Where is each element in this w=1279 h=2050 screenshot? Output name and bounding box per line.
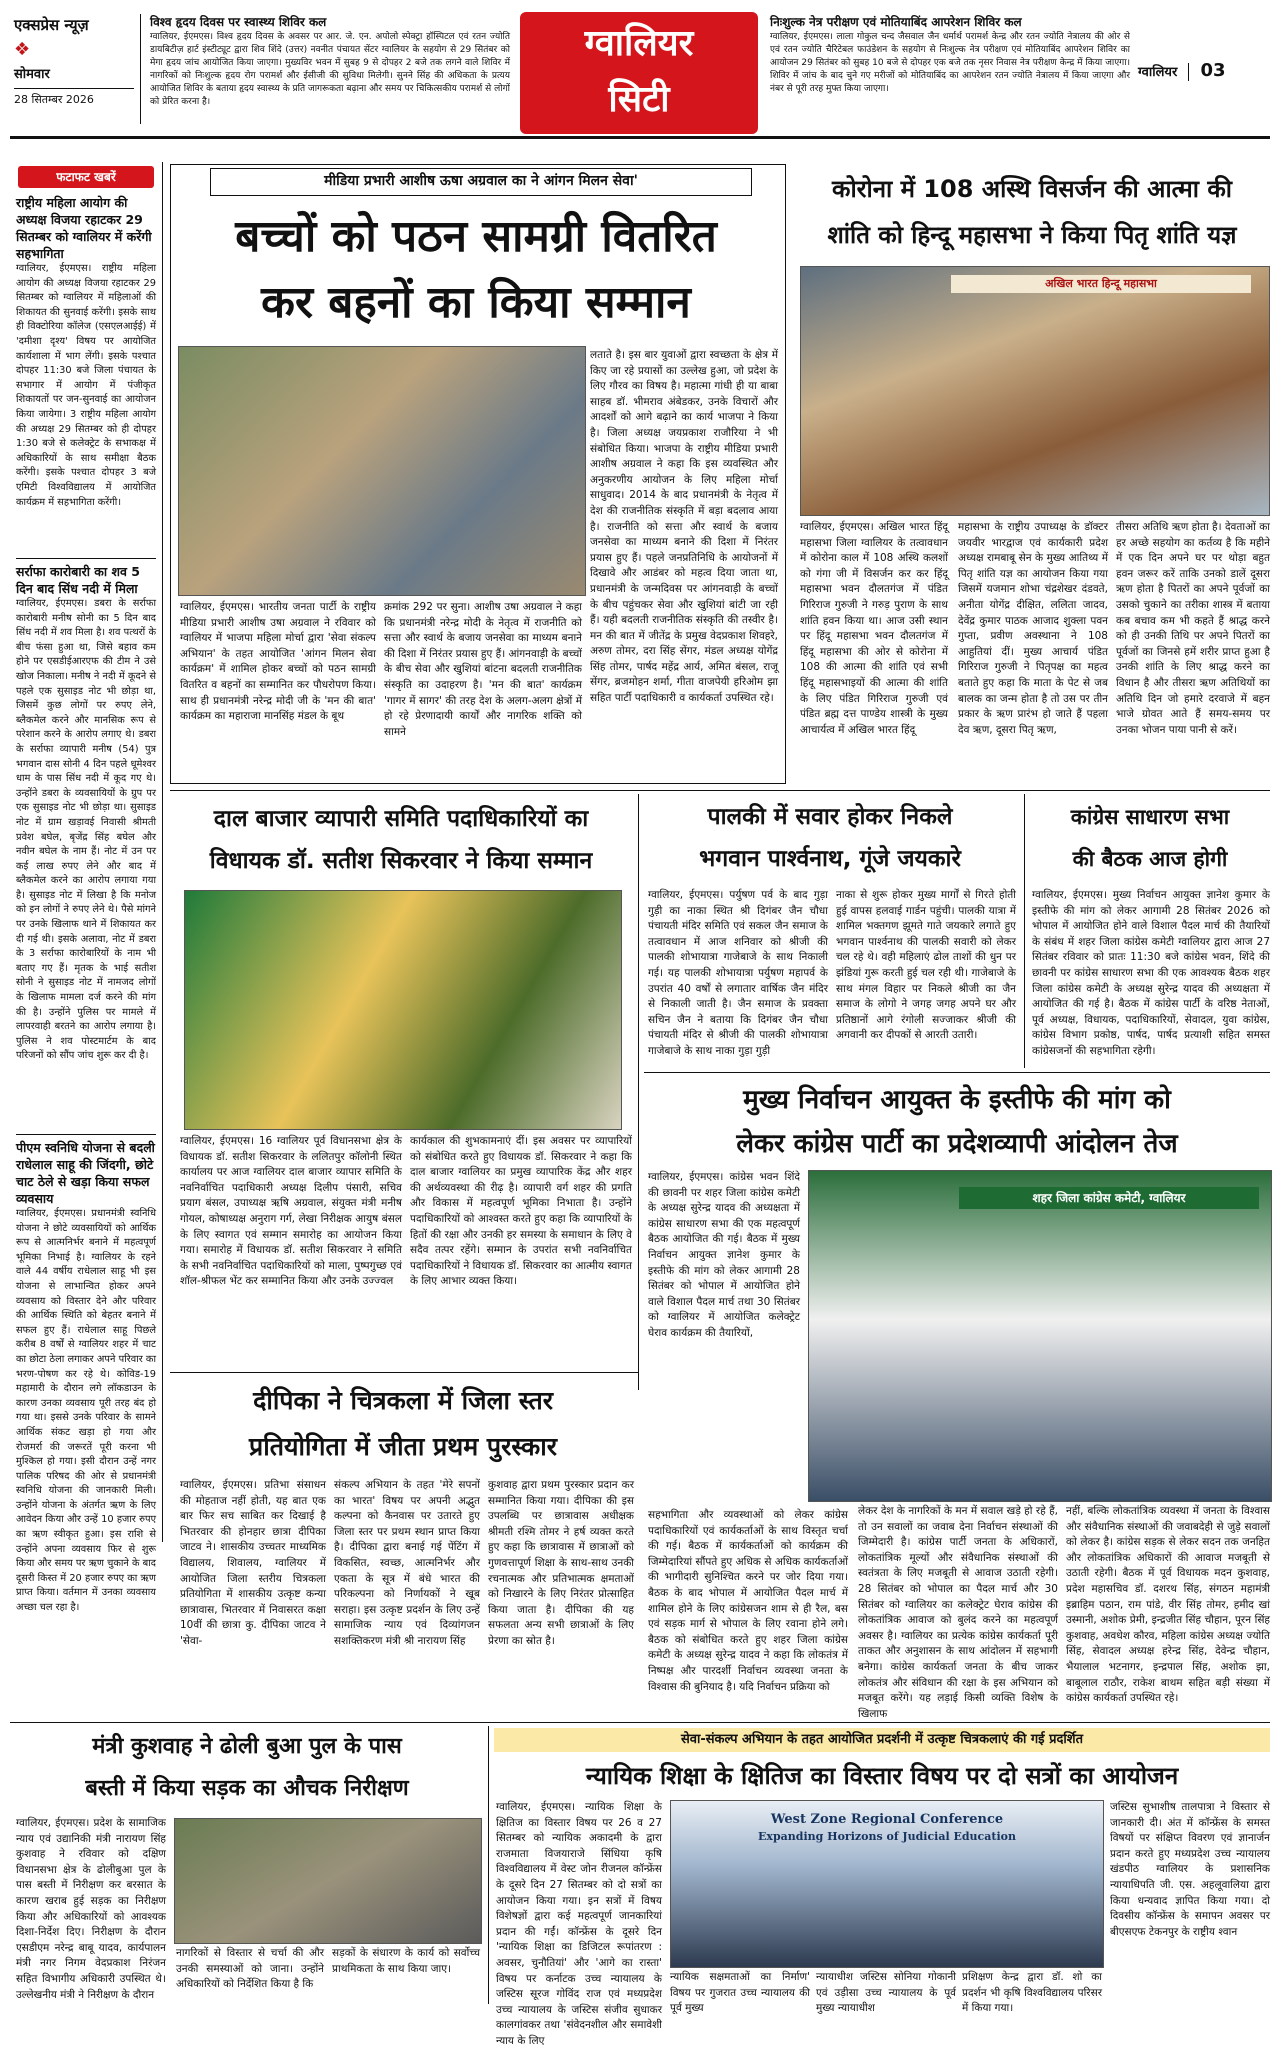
article-5-headline	[1030, 796, 1270, 884]
headline-line: कर बहनों का किया सम्मान	[261, 277, 691, 328]
row-rule	[170, 790, 1270, 791]
article-3-col-2: कार्यकाल की शुभकामनाएं दीं। इस अवसर पर व्यापारियों को संबोधित करते हुए विधायक डॉ. सिकरवार ने कहा कि दाल बाजार ग्वालियर का प्रमुख व्यापारिक केंद्र और शहर की अर्थव्यवस्था की रीढ़ है। व्यापारी वर्ग शहर की प्रगति और विकास में महत्वपूर्ण भूमिका निभाता है। उन्होंने पदाधिकारियों को आश्वस्त करते हुए कहा कि व्यापारियों के हितों की रक्षा और उनकी हर समस्या के समाधान के लिए वे सदैव तत्पर रहेंगे। सम्मान के उपरांत सभी नवनिर्वाचित पदाधिकारियों ने विधायक डॉ. सिकरवार का आत्मीय स्वागत के लिए आभार व्यक्त किया।	[410, 1135, 632, 1288]
sidebar-story-3-heading: पीएम स्वनिधि योजना से बदली राधेलाल साहू की जिंदगी, छोटे चाट ठेले से खड़ा किया सफल व्यवसाय	[16, 1140, 155, 1206]
article-2-photo	[800, 266, 1270, 516]
masthead-divider	[140, 14, 141, 124]
article-1-col-right: लताते है। इस बार युवाओं द्वारा स्वच्छता के क्षेत्र में किए जा रहे प्रयासों का उल्लेख हुआ, जो प्रदेश के लिए गौरव का विषय है। महात्मा गांधी ही या बाबा साहब डॉ. भीमराव अंबेडकर, उनके विचारों और आदर्शों को आगे बढ़ाने का कार्य भाजपा ने किया है। जिला अध्यक्ष जयप्रकाश राजौरिया ने भी संबोधित किया। भाजपा के राष्ट्रीय मीडिया प्रभारी आशीष अग्रवाल ने कहा कि इस व्यवस्थित और अनुकरणीय आयोजन के लिए महिला मोर्चा साधुवाद। 2014 के बाद प्रधानमंत्री के नेतृत्व में देश की राजनीतिक संस्कृति में बड़ा बदलाव आया है। राजनीति को सत्ता और स्वार्थ के बजाय जनसेवा का माध्यम बनाने की दिशा में निरंतर प्रयास हुए हैं। पहले जनप्रतिनिधि के आयोजनों में दिखावे और आडंबर को महत्व दिया जाता था, प्रधानमंत्री के जन्मदिवस पर आंगनवाड़ी के बच्चों के बीच पहुंचकर सेवा और खुशियां बांटी जा रही हैं। यही बदलती राजनीतिक संस्कृति की तस्वीर है। मन की बात में जीतेंद्र के प्रमुख वेदप्रकाश शिवहरे, अरुण तोमर, दरा सिंह सेंगर, मंडल अध्यक्ष योगेंद्र सिंह तोमर, पार्षद महेंद्र आर्य, अमित बंसल, राजू सेंगर, ब्रजमोहन शर्मा, गीता वाजपेयी हरिओम झा सहित पार्टी पदाधिकारी व कार्यकर्ता उपस्थित रहे।	[590, 349, 778, 705]
headline-line: दाल बाजार व्यापारी समिति पदाधिकारियों का	[213, 806, 589, 832]
headline-line: दीपिका ने चित्रकला में जिला स्तर	[253, 1386, 553, 1415]
row-rule	[170, 1372, 638, 1373]
article-7-col-1: ग्वालियर, ईएमएस। प्रतिभा संसाधन की मोहताज नहीं होती, यह बात एक बार फिर सच साबित कर दिखाई है भितरवार की होनहार छात्रा दीपिका जाटव ने। शासकीय उच्चतर माध्यमिक विद्यालय, शिवालय, ग्वालियर में आयोजित जिला स्तरीय चित्रकला प्रतियोगिता में शासकीय उत्कृष्ट कन्या छात्रावास, भितरवार में निवासरत कक्षा 10वीं की छात्रा कु. दीपिका जाटव ने 'सेवा-	[180, 1479, 326, 1647]
photo-banner-text: अखिल भारत हिन्दू महासभा	[951, 275, 1251, 293]
article-9-photo	[670, 1800, 1104, 1968]
sidebar-divider	[16, 1134, 156, 1135]
article-8-col-1: नागरिकों से विस्तार से चर्चा की और उनकी समस्याओं को जाना। उन्होंने अधिकारियों को निर्देशित किया है कि	[176, 1947, 324, 1991]
article-8-col-top: ग्वालियर, ईएमएस। प्रदेश के सामाजिक न्याय एवं उद्यानिकी मंत्री नारायण सिंह कुशवाह ने रविवार को दक्षिण विधानसभा क्षेत्र के ढोलीबुआ पुल के पास बस्ती में निरीक्षण कर बरसात के कारण खराब हुई सड़क का निरीक्षण किया और अधिकारियों को आवश्यक दिशा-निर्देश दिए। निरीक्षण के दौरान एसडीएम नरेन्द्र बाबू यादव, कार्यपालन मंत्री नगर निगम वेदप्रकाश निरंजन सहित विभागीय अधिकारी उपस्थित थे। उल्लेखनीय मंत्री ने निरीक्षण के दौरान	[16, 1817, 166, 2001]
headline-line: शांति को हिन्दू महासभा ने किया पितृ शांति यज्ञ	[827, 221, 1237, 249]
section-name-line2: सिटी	[608, 79, 670, 120]
article-6-photo	[808, 1170, 1272, 1502]
masthead-rule	[10, 136, 1270, 139]
article-9-col-2: न्यायिक सक्षमताओं का निर्माण' विषय पर गुजरात उच्च न्यायालय की पूर्व मुख्य	[670, 1971, 810, 2015]
sidebar	[10, 162, 163, 1614]
brief-heading: निःशुल्क नेत्र परीक्षण एवं मोतियाबिंद आपरेशन शिविर कल	[770, 15, 1022, 29]
headline-line: मंत्री कुशवाह ने ढोली बुआ पुल के पास	[92, 1734, 402, 1759]
headline-line: मुख्य निर्वाचन आयुक्त के इस्तीफे की मांग को	[743, 1085, 1171, 1115]
headline-line: प्रतियोगिता में जीता प्रथम पुरस्कार	[249, 1432, 557, 1461]
article-3-photo	[184, 890, 622, 1130]
article-9-strap	[494, 1728, 1270, 1752]
paper-day: सोमवार	[14, 67, 50, 82]
headline-line: कोरोना में 108 अस्थि विसर्जन की आत्मा की	[832, 175, 1232, 203]
article-9-headline: न्यायिक शिक्षा के क्षितिज का विस्तार विषय पर दो सत्रों का आयोजन	[585, 1762, 1179, 1790]
article-6-headline	[644, 1078, 1270, 1168]
section-name-line1: ग्वालियर	[584, 23, 694, 64]
paper-name: एक्सप्रेस न्यूज़	[14, 16, 89, 34]
brief-text: ग्वालियर, ईएमएस। विश्व हृदय दिवस के अवसर पर आर. जे. एन. अपोलो स्पेक्ट्रा हॉस्पिटल एवं रतन ज्योति डायबिटीज़ हार्ट इंस्टीट्यूट द्वारा शिव शिंदे (उत्तर) नवनीत पंचायत सेंटर ग्वालियर के सहयोग से 29 सितंबर को मेगा हृदय जांच आयोजित किया जाएगा। मुख्यविर भवन में सुबह 9 से दोपहर 2 बजे तक लगने वाले शिविर में नागरिकों को निःशुल्क हृदय रोग परामर्श और ईसीजी की सुविधा मिलेगी। सुनने सिंह की अधिकता के प्रत्यय आयोजित शिविर के बताया हृदय स्वास्थ्य के प्रति जागरूकता बढ़ाना और समय पर चिकित्सकीय परामर्श से लोगों को प्रेरित करना है।	[150, 32, 510, 107]
masthead-left-brief	[150, 14, 510, 126]
article-9-col-right: जस्टिस सुभाशीष तालपात्रा ने विस्तार से जानकारी दी। अंत में कॉन्फ्रेंस के समस्त विषयों पर संक्षिप्त विवरण एवं ज्ञानार्जन प्रदान करते हुए मध्यप्रदेश उच्च न्यायालय खंडपीठ ग्वालियर के प्रशासनिक न्यायाधिपति जी. एस. अहलूवालिया द्वारा किया धन्यवाद ज्ञापित किया गया। दो दिवसीय कॉन्फ्रेंस के समापन अवसर पर बीएसएफ टेकनपुर के राष्ट्रीय श्वान	[1110, 1801, 1270, 1938]
sidebar-story-1-text: ग्वालियर, ईएमएस। राष्ट्रीय महिला आयोग की अध्यक्ष विजया रहाटकर 29 सितम्बर को ग्वालियर में महिलाओं की शिकायत की सुनवाई करेंगी। इसके साथ ही विक्टोरिया कॉलेज (एसएलआईई) में 'दमीशा दृश्य' विषय पर आयोजित कार्यशाला में भाग लेंगी। इसके पश्चात दोपहर 11:30 बजे जिला पंचायत के सभागार में आयोग में पंजीकृत शिकायतों पर जन-सुनवाई का आयोजन किया जायेगा। 3 राष्ट्रीय महिला आयोग की अध्यक्ष 29 सितम्बर को ही दोपहर 1:30 बजे से कलेक्ट्रेट के सभाकक्ष में अधिकारियों के साथ समीक्षा बैठक करेंगी। इसके पश्चात दोपहर 3 बजे एमिटी विश्वविद्यालय में आयोजित कार्यक्रम में सहभागिता करेंगी।	[16, 263, 156, 508]
article-6-col-1: सहभागिता और व्यवस्थाओं को लेकर कांग्रेस पदाधिकारियों एवं कार्यकर्ताओं के साथ विस्तृत चर्चा की गई। बैठक में कार्यकर्ताओं को कार्यक्रम की जिम्मेदारियां सौंपते हुए अधिक से अधिक कार्यकर्ताओं की भागीदारी सुनिश्चित करने पर जोर दिया गया। बैठक के बाद भोपाल में आयोजित पैदल मार्च में शामिल होने के लिए कांग्रेसजन शाम से ही रैल, बस एवं सड़क मार्ग से भोपाल के लिए रवाना होने लगे। बैठक को संबोधित करते हुए शहर जिला कांग्रेस कमेटी के अध्यक्ष सुरेन्द्र यादव ने कहा कि लोकतंत्र में निष्पक्ष और पारदर्शी निर्वाचन व्यवस्था जनता के विश्वास की बुनियाद है। यदि निर्वाचन प्रक्रिया को	[648, 1509, 848, 1693]
headline-line: बस्ती में किया सड़क का औचक निरीक्षण	[85, 1776, 409, 1801]
folio-city: ग्वालियर	[1138, 65, 1178, 80]
article-2-headline	[792, 166, 1272, 262]
headline-line: भगवान पार्श्वनाथ, गूंजे जयकारे	[699, 846, 961, 872]
sidebar-story-3-text: ग्वालियर, ईएमएस। प्रधानमंत्री स्वनिधि योजना ने छोटे व्यवसायियों को आर्थिक रूप से आत्मनिर्भर बनाने में महत्वपूर्ण भूमिका निभाई है। ग्वालियर के रहने वाले 44 वर्षीय राधेलाल साहू भी इस योजना से लाभान्वित होकर अपने व्यवसाय को विस्तार देने और परिवार की आर्थिक स्थिति को बेहतर बनाने में सफल हुए हैं। राधेलाल साहू पिछले करीब 8 वर्षों से ग्वालियर शहर में चाट का छोटा ठेला लगाकर अपने परिवार का भरण-पोषण कर रहे थे। कोविड-19 महामारी के दौरान लगे लॉकडाउन के कारण उनका व्यवसाय पूरी तरह बंद हो गया था। इससे उनके परिवार के सामने आर्थिक संकट खड़ा हो गया और रोजमर्रा की जरूरतें पूरी करना भी मुश्किल हो गया। इसी दौरान उन्हें नगर पालिक परिषद की ओर से प्रधानमंत्री स्वनिधि योजना की जानकारी मिली। उन्होंने योजना के अंतर्गत ऋण के लिए आवेदन किया और उन्हें 10 हजार रुपए का ऋण स्वीकृत हुआ। इस राशि से उन्होंने अपना व्यवसाय फिर से शुरू किया और समय पर ऋण चुकाने के बाद दूसरी किस्त में 20 हजार रुपए का ऋण प्राप्त किया। वर्तमान में उनका व्यवसाय अच्छा चल रहा है।	[16, 1208, 156, 1614]
article-9-col-4: प्रशिक्षण केन्द्र द्वारा डॉ. शो का प्रदर्शन भी कृषि विश्वविद्यालय परिसर में किया गया।	[962, 1971, 1102, 2015]
article-1-col-1: ग्वालियर, ईएमएस। भारतीय जनता पार्टी के राष्ट्रीय मीडिया प्रभारी आशीष उषा अग्रवाल ने रविवार को ग्वालियर में भाजपा महिला मोर्चा द्वारा 'सेवा संकल्प अभियान' के तहत आयोजित 'आंगन मिलन सेवा कार्यक्रम' में शामिल होकर बच्चों को पठन सामग्री वितरित व बहनों का सम्मानित कर पौधरोपण किया। साथ ही प्रधानमंत्री नरेन्द्र मोदी जी के 'मन की बात' कार्यक्रम का महाराजा मानसिंह मंडल के बूथ	[180, 601, 376, 723]
article-7-headline	[172, 1378, 634, 1474]
row-rule	[10, 1722, 1270, 1723]
article-2-col-2: महासभा के राष्ट्रीय उपाध्यक्ष के डॉक्टर जयवीर भारद्वाज एवं कार्यकारी प्रदेश अध्यक्ष रामबाबू सेन के मुख्य आतिथ्य में पितृ शांति यज्ञ का आयोजन किया गया जिसमें यजमान शोभा चंद्रशेखर दंडवते, अनीता योगेंद्र दीक्षित, ललिता जादव, देवेंद्र कुमार पाठक आजाद शुक्ला पवन गुप्ता, प्रवीण अवस्थाना ने 108 आहुतियां दीं। मुख्य आचार्य पंडित गिरिराज गुरुजी ने पितृपक्ष का महत्व बताते हुए कहा कि माता के पेट से जब बालक का जन्म होता है तो उस पर तीन प्रकार के ऋण प्रारंभ हो जाते हैं पहला देव ऋण, दूसरा पितृ ऋण,	[958, 521, 1108, 736]
strap-text: सेवा-संकल्प अभियान के तहत आयोजित प्रदर्शनी में उत्कृष्ट चित्रकलाएं की गई प्रदर्शित	[680, 1732, 1083, 1747]
article-5-text: ग्वालियर, ईएमएस। मुख्य निर्वाचन आयुक्त ज्ञानेश कुमार के इस्तीफे की मांग को लेकर आगामी 28 सितंबर 2026 को भोपाल में आयोजित होने वाले विशाल पैदल मार्च की तैयारियों के संबंध में शहर जिला कांग्रेस कमेटी ग्वालियर द्वारा आज 27 सितंबर रविवार को प्रातः 11:30 बजे कांग्रेस भवन, शिंदे की छावनी पर कांग्रेस साधारण सभा की एक आवश्यक बैठक शहर जिला कांग्रेस कमेटी के अध्यक्ष सुरेन्द्र यादव की अध्यक्षता में आयोजित की गई है। बैठक में कांग्रेस पार्टी के वरिष्ठ नेताओं, पूर्व अध्यक्ष, विधायक, पदाधिकारियों, सेवादल, युवा कांग्रेस, कांग्रेस विभाग प्रकोष्ठ, पार्षद, पार्षद प्रत्याशी सहित समस्त कांग्रेसजनों की सहभागिता रहेगी।	[1032, 889, 1270, 1057]
article-1-kicker	[210, 168, 752, 196]
article-2-col-1: ग्वालियर, ईएमएस। अखिल भारत हिंदू महासभा जिला ग्वालियर के तत्वावधान में कोरोना काल में 108 अस्थि कलशों को गंगा जी में विसर्जन कर कर हिंदू महासभा भवन दौलतगंज में पंडित गिरिराज गुरुजी ने गरुड़ पुराण के साथ शांति हवन किया था। आज उसी स्थान पर हिंदू महासभा भवन दौलतगंज में हिंदू महासभा की ओर से कोरोना में 108 की आत्मा की शांति एवं सभी हिंदू महासभाइयों की आत्मा की शांति के लिए पंडित गिरिराज गुरुजी एवं पंडित ब्रह्म दत्त पाण्डेय शास्त्री के मुख्य आचार्यत्व में अखिल भारत हिंदू	[800, 521, 948, 736]
column-rule	[638, 794, 639, 1390]
article-7-col-3: कुशवाह द्वारा प्रथम पुरस्कार प्रदान कर सम्मानित किया गया। दीपिका की इस उपलब्धि पर छात्रावास अधीक्षक श्रीमती रश्मि तोमर ने हर्ष व्यक्त करते हुए कहा कि छात्रावास में छात्राओं को गुणवत्तापूर्ण शिक्षा के साथ-साथ उनकी रचनात्मक और प्रतिभात्मक क्षमताओं को निखारने के लिए निरंतर प्रोत्साहित किया जाता है। दीपिका की यह सफलता अन्य सभी छात्राओं के लिए प्रेरणा का स्रोत है।	[488, 1479, 634, 1647]
page-folio	[1138, 60, 1270, 100]
article-6-col-2: लेकर देश के नागरिकों के मन में सवाल खड़े हो रहे हैं, तो उन सवालों का जवाब देना निर्वाचन संस्थाओं की जिम्मेदारी है। कांग्रेस पार्टी जनता के अधिकारों, लोकतांत्रिक मूल्यों और संवैधानिक संस्थाओं की स्वतंत्रता के लिए मजबूती से आवाज उठाती रहेगी। 28 सितंबर को भोपाल का पैदल मार्च और 30 सितंबर को ग्वालियर का कलेक्ट्रेट घेराव कांग्रेस की लोकतांत्रिक आवाज को बुलंद करने का महत्वपूर्ण अवसर है। ग्वालियर का प्रत्येक कांग्रेस कार्यकर्ता पूरी ताकत और अनुशासन के साथ आंदोलन में सहभागी बनेगा। कांग्रेस कार्यकर्ता जनता के बीच जाकर लोकतंत्र और संविधान की रक्षा के इस अभियान को मजबूत करेंगे। यह लड़ाई किसी व्यक्ति विशेष के खिलाफ	[858, 1505, 1058, 1720]
article-8-photo	[174, 1818, 482, 1944]
sidebar-story-1-heading: राष्ट्रीय महिला आयोग की अध्यक्ष विजया रहाटकर 29 सितम्बर को ग्वालियर में करेंगी सहभागिता	[16, 195, 152, 261]
brief-text: ग्वालियर, ईएमएस। लाला गोकुल चन्द जैसवाल जैन धर्मार्थ परामर्श केन्द्र और रतन ज्योति नेत्रालय की ओर से एवं रतन ज्योति चैरिटेबल फाउंडेशन के सहयोग से निःशुल्क नेत्र परीक्षण एवं मोतियाबिंद आपरेशन शिविर का आयोजन 29 सितंबर को सुबह 10 बजे से दोपहर एक बजे तक नृसर निवास नेत्र परीक्षण केन्द्र में किया जाएगा। शिविर में जांच के बाद चुने गए मरीजों को मोतियाबिंद का आपरेशन रतन ज्योति नेत्रालय में किया जाएगा और नंबर से पूरी तरह मुफ्त किया जाएगा।	[770, 32, 1130, 94]
article-3-headline	[172, 798, 630, 886]
article-9-col-3: न्यायाधीश जस्टिस सोनिया गोकानी एवं उड़ीसा उच्च न्यायालय के पूर्व मुख्य न्यायाधीश	[816, 1971, 956, 2015]
article-7-col-2: संकल्प अभियान के तहत 'मेरे सपनों का भारत' विषय पर अपनी अद्भुत कल्पना को कैनवास पर उतारते हुए जिला स्तर पर प्रथम स्थान प्राप्त किया है। दीपिका द्वारा बनाई गई पेंटिंग में विकसित, स्वच्छ, आत्मनिर्भर और एकता के सूत्र में बंधे भारत की परिकल्पना को निर्णायकों ने खूब सराहा। इस उत्कृष्ट प्रदर्शन के लिए उन्हें सामाजिक न्याय एवं दिव्यांगजन सशक्तिकरण मंत्री श्री नारायण सिंह	[334, 1479, 480, 1647]
row-rule	[644, 1072, 1270, 1073]
headline-line: की बैठक आज होगी	[1072, 847, 1228, 871]
column-rule	[488, 1726, 489, 2004]
article-9-col-1: ग्वालियर, ईएमएस। न्यायिक शिक्षा के क्षितिज का विस्तार विषय पर 26 व 27 सितम्बर को न्यायिक अकादमी के द्वारा राजमाता विजयाराजे सिंधिया कृषि विश्वविद्यालय में वेस्ट जोन रीजनल कॉन्फ्रेंस के दूसरे दिन 27 सितम्बर को दो सत्रों का आयोजन किया गया। इन सत्रों में विषय विशेषज्ञों द्वारा कई महत्वपूर्ण जानकारियां प्रदान की गईं। कॉन्फ्रेंस के दूसरे दिन 'न्यायिक शिक्षा का डिजिटल रूपांतरण : अवसर, चुनौतियां' और 'आगे का रास्ता' विषय पर कर्नाटक उच्च न्यायालय के जस्टिस सूरज गोविंद राज एवं मध्यप्रदेश उच्च न्यायालय के जस्टिस संजीव सुधाकर कालगांवकर तथा 'संवेदनशील और समावेशी न्याय के लिए	[496, 1801, 662, 2047]
photo-banner-text: Expanding Horizons of Judicial Education	[758, 1830, 1016, 1843]
article-6-side-col: ग्वालियर, ईएमएस। कांग्रेस भवन शिंदे की छावनी पर शहर जिला कांग्रेस कमेटी के अध्यक्ष सुरेन्द्र यादव की अध्यक्षता में कांग्रेस साधारण सभा की एक महत्वपूर्ण बैठक आयोजित की गई। बैठक में मुख्य निर्वाचन आयुक्त ज्ञानेश कुमार के इस्तीफे की मांग को लेकर आगामी 28 सितंबर को भोपाल में आयोजित होने वाले विशाल पैदल मार्च तथा 30 सितंबर को ग्वालियर में आयोजित कलेक्ट्रेट घेराव कार्यक्रम की तैयारियों,	[648, 1171, 800, 1339]
article-8-headline	[12, 1726, 482, 1814]
article-1-headline	[176, 204, 776, 344]
article-4-col-1: ग्वालियर, ईएमएस। पर्युषण पर्व के बाद गुड़ा गुड़ी का नाका स्थित श्री दिगंबर जैन चौधा पंचायती मंदिर समिति एवं सकल जैन समाज के तत्वावधान में आज शनिवार को श्रीजी की पालकी शोभायात्रा गाजेबाजे के साथ निकाली गई। यह पालकी शोभायात्रा पर्युषण महापर्व के उपरांत 40 वर्षों से लगातार वार्षिक जैन मंदिर से निकाली जाती है। जैन समाज के प्रवक्ता सचिन जैन ने बताया कि दिगंबर जैन चौधा पंचायती मंदिर से श्रीजी की पालकी शोभायात्रा गाजेबाजे के साथ नाका गुड़ा गुड़ी	[648, 889, 828, 1057]
photo-banner-text: शहर जिला कांग्रेस कमेटी, ग्वालियर	[959, 1187, 1259, 1209]
sidebar-story-2-text: ग्वालियर, ईएमएस। डबरा के सर्राफा कारोबारी मनीष सोनी का 5 दिन बाद सिंध नदी में शव मिला है। शव पत्थरों के बीच फंसा हुआ था, जिसे बहाव कम होने पर एसडीईआरएफ की टीम ने उसे खोज निकाला। मनीष ने नदी में कूदने से पहले एक सुसाइड नोट भी छोड़ा था, जिसमें कुछ लोगों पर रुपए लेने, ब्लैकमेल करने और मानसिक रूप से परेशान करने के आरोप लगाए थे। डबरा के सर्राफा व्यापारी मनीष (54) पुत्र भगवान दास सोनी 4 दिन पहले धूमेश्वर धाम के पास सिंध नदी में कूद गए थे। उन्होंने डबरा के व्यवसायियों के ग्रुप पर एक सुसाइड नोट भी छोड़ा था। सुसाइड नोट में ग्राम खड़ावई निवासी श्रीमती प्रवेश बघेल, बृजेंद्र सिंह बघेल और नवीन बघेल के नाम हैं। नोट में उन पर कई लाख रुपए लेने और बाद में ब्लैकमेल करने का आरोप लगाया गया है। सुसाइड नोट में लिखा है कि मनोज को इन लोगों ने रुपए लेने थे। पैसे मांगने पर उनके खिलाफ थाने में शिकायत कर दी गई थी। इसके अलावा, नोट में डबरा के 3 सर्राफा कारोबारियों के नाम भी बताए गए हैं। मृतक के भाई सतीश सोनी ने सुसाइड नोट में नामजद लोगों के खिलाफ मामला दर्ज करने की मांग की है। उन्होंने पुलिस पर मामले में लापरवाही बरतने का आरोप लगाया है। पुलिस ने शव पोस्टमार्टम के बाद परिजनों को सौंप जांच शुरू कर दी है।	[16, 598, 156, 1062]
headline-line: बच्चों को पठन सामग्री वितरित	[235, 211, 717, 262]
article-4-headline	[644, 796, 1016, 884]
article-6-col-3: नहीं, बल्कि लोकतांत्रिक व्यवस्था में जनता के विश्वास और संवैधानिक संस्थाओं की जवाबदेही से जुड़े सवालों को लेकर है। कांग्रेस सड़क से लेकर सदन तक जनहित और लोकतांत्रिक अधिकारों की आवाज मजबूती से उठाती रहेगी। बैठक में पूर्व विधायक मदन कुशवाह, प्रदेश महासचिव डॉ. दशरथ सिंह, संगठन महामंत्री इब्राहिम पठान, राम पांडे, वीर सिंह तोमर, हमीद खां उस्मानी, अशोक प्रेमी, इन्द्रजीत सिंह चौहान, पूरन सिंह कुशवाह, अवधेश कौरव, महिला कांग्रेस अध्यक्ष ज्योति सिंह, सेवादल अध्यक्ष हरेन्द्र सिंह, देवेन्द्र चौहान, भैयालाल भटनागर, इन्द्रपाल सिंह, अशोक झा, बाबूलाल राठौर, राकेश बाथम सहित बड़ी संख्या में कांग्रेस कार्यकर्ता उपस्थित रहे।	[1066, 1505, 1270, 1705]
masthead-paper	[14, 12, 134, 124]
article-1-col-2: क्रमांक 292 पर सुना। आशीष उषा अग्रवाल ने कहा कि प्रधानमंत्री नरेन्द्र मोदी के नेतृत्व में राजनीति को सत्ता और स्वार्थ के बजाय जनसेवा का माध्यम बनाने की दिशा में निरंतर प्रयास हुए हैं। आंगनवाड़ी के बच्चों के बीच सेवा और खुशियां बांटना बदलती राजनीतिक संस्कृति का उदाहरण है। 'मन की बात' कार्यक्रम 'गागर में सागर' की तरह देश के अलग-अलग क्षेत्रों में हो रहे प्रेरणादायी कार्यों और नागरिक शक्ति को सामने	[384, 601, 582, 738]
headline-line: पालकी में सवार होकर निकले	[707, 804, 953, 830]
sidebar-label: फटाफट खबरें	[18, 166, 154, 188]
brief-heading: विश्व हृदय दिवस पर स्वास्थ्य शिविर कल	[150, 15, 327, 29]
article-1-photo	[178, 346, 586, 596]
article-3-col-1: ग्वालियर, ईएमएस। 16 ग्वालियर पूर्व विधानसभा क्षेत्र के विधायक डॉ. सतीश सिकरवार के ललितपुर कॉलोनी स्थित कार्यालय पर आज ग्वालियर दाल बाजार व्यापार समिति के नवनिर्वाचित पदाधिकारी अध्यक्ष दिलीप पंसारी, सचिव प्रयाग बंसल, उपाध्यक्ष ऋषि अग्रवाल, संयुक्त मंत्री मनीष गोयल, कोषाध्यक्ष अनुराग गर्ग, लेखा निरीक्षक आयुष बंसल के लिए स्वागत एवं सम्मान समारोह का आयोजन किया गया। समारोह में विधायक डॉ. सतीश सिकरवार ने समिति के सभी नवनिर्वाचित पदाधिकारियों को माला, पुष्पगुच्छ एवं शॉल-श्रीफल भेंट कर सम्मानित किया और उनके उज्ज्वल	[180, 1135, 402, 1288]
kicker-text: मीडिया प्रभारी आशीष ऊषा अग्रवाल का ने आंगन मिलन सेवा'	[324, 173, 638, 189]
sidebar-divider	[16, 558, 156, 559]
article-4-col-2: नाका से शुरू होकर मुख्य मार्गों से गिरते होती हुई वापस हलवाई गार्डन पहुंची। पालकी यात्रा में शामिल भक्तगण झूमते गाते जयकारे लगाते हुए भगवान पार्श्वनाथ की पालकी सवारी को लेकर चल रहे थे। वही महिलाएं ढोल ताशों की धुन पर झंडियां गुरू करती हुई चल रही थी। गाजेबाजे के साथ मंगल विहार पर निकले श्रीजी का जैन समाज के लोगो ने जगह जगह अपने घर और प्रतिष्ठानों आगे रंगोली सज्जाकर श्रीजी की अगवानी कर दीपकों से आरती उतारी।	[836, 889, 1016, 1042]
column-rule	[1024, 794, 1025, 1068]
paper-date: 28 सितम्बर 2026	[14, 88, 134, 111]
folio-divider	[1188, 63, 1189, 81]
photo-banner-text: West Zone Regional Conference	[770, 1812, 1004, 1827]
section-flag	[520, 12, 758, 134]
paper-logo-icon: ❖	[14, 39, 31, 60]
headline-line: लेकर कांग्रेस पार्टी का प्रदेशव्यापी आंदोलन तेज	[736, 1129, 1178, 1159]
folio-page-number: 03	[1200, 60, 1226, 81]
article-2-col-3: तीसरा अतिथि ऋण होता है। देवताओं का हर अच्छे सहयोग का कर्तव्य है कि महीने में एक दिन अपने घर पर थोड़ा बहुत हवन जरूर करें ताकि उनको डालें दूसरा ऋण होता है पितरों का अपने पूर्वजों का उसको चुकाने का तरीका शास्त्र में बताया कब बचाव कम भी कहते हैं श्राद्ध करने को ही उनकी तिथि पर अपने पितरों का पूर्वजों का जिनसे हमें शरीर प्राप्त हुआ है उनकी शांति के लिए श्राद्ध करने का विधान है और तीसरा ऋण अतिथियों का अतिथि दिन जो हमारे दरवाजे में बहन भाजे ग्रोवत आते हैं समय-समय पर उनका भोजन पाया पानी से करें।	[1116, 521, 1270, 736]
masthead-right-brief	[770, 14, 1130, 126]
sidebar-story-2-heading: सर्राफा कारोबारी का शव 5 दिन बाद सिंध नदी में मिला	[16, 564, 140, 596]
headline-line: कांग्रेस साधारण सभा	[1070, 805, 1230, 829]
headline-line: विधायक डॉ. सतीश सिकरवार ने किया सम्मान	[209, 848, 593, 874]
article-8-col-2: सड़कों के संधारण के कार्य को सर्वोच्च प्राथमिकता के साथ किया जाए।	[332, 1947, 480, 1975]
